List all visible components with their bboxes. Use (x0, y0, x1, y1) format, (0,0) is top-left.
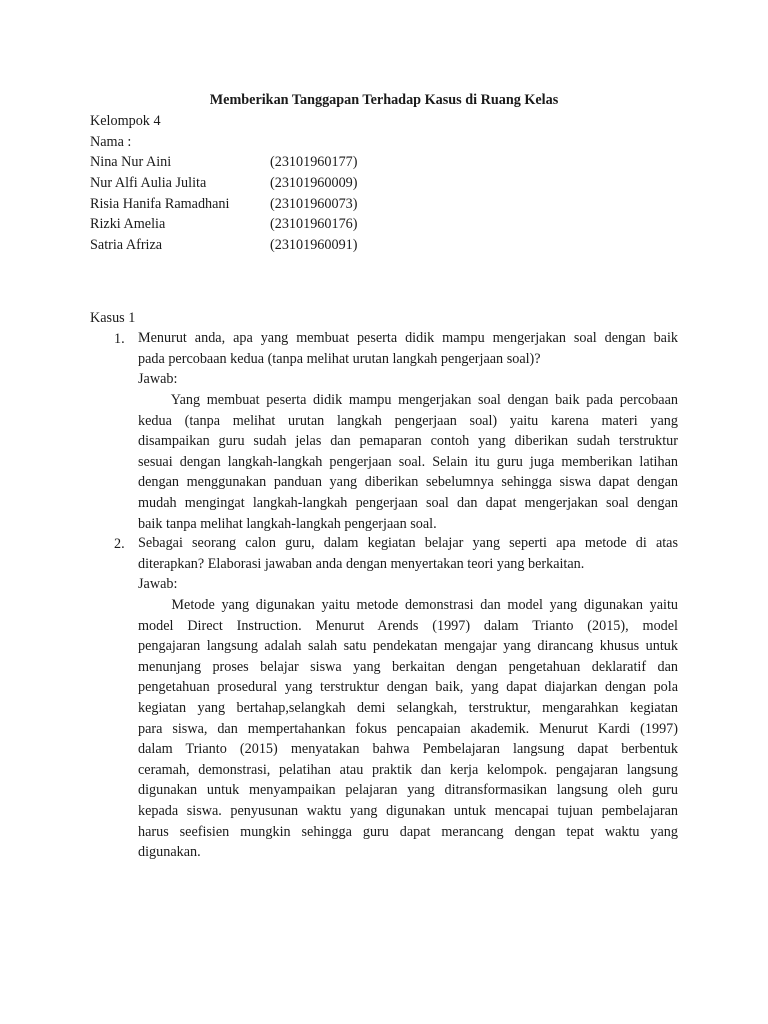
question-line: Sebagai seorang calon guru, dalam kegiatan belajar yang seperti apa metode di atas (138, 535, 678, 551)
name-label: Nama : (90, 134, 132, 150)
answer-line: harus seefisien mungkin sehingga guru dapat merancang dengan tepat waktu yang (138, 823, 678, 840)
answer-line: menunjang proses belajar siswa yang berkaitan dengan pengetahuan deklaratif dan (138, 658, 678, 675)
answer-line: para siswa, dan mempertahankan fokus pencapaian akademik. Menurut Kardi (1997) (138, 720, 678, 737)
answer-line: ceramah, demonstrasi, pelatihan atau praktik dan kerja kelompok. pengajaran langsung (138, 761, 678, 778)
answer-line: dalam Trianto (2015) menyatakan bahwa Pembelajaran langsung dapat berbentuk (138, 741, 678, 758)
member-name: Rizki Amelia (90, 216, 166, 232)
answer-line: disampaikan guru sudah jelas dan pemaparan contoh yang diberikan sudah terstruktur (138, 433, 678, 450)
document-title: Memberikan Tanggapan Terhadap Kasus di Ruang Kelas (209, 92, 559, 108)
member-nim: (23101960177) (270, 154, 358, 170)
answer-line: sesuai dengan langkah-langkah pengerjaan soal. Selain itu guru juga memberikan latihan (138, 453, 678, 470)
answer-text (138, 595, 678, 863)
answer-line: Yang membuat peserta didik mampu mengerjakan soal dengan baik pada percobaan (138, 392, 678, 408)
member-nim: (23101960073) (270, 196, 358, 212)
case-heading: Kasus 1 (90, 310, 136, 326)
member-name: Risia Hanifa Ramadhani (90, 196, 230, 212)
answer-line: pengetahuan prosedural yang terstruktur dengan baik, yang dapat diajarkan dengan pola (138, 679, 678, 696)
member-nim: (23101960009) (270, 175, 358, 191)
answer-line: Metode yang digunakan yaitu metode demonstrasi dan model yang digunakan yaitu (138, 597, 678, 613)
group-label: Kelompok 4 (90, 113, 161, 129)
answer-line: pengajaran langsung adalah salah satu pendekatan mengajar yang dirancang khusus untuk (138, 638, 678, 655)
answer-line: dengan menggunakan panduan yang diberikan sebelumnya sehingga siswa dapat dengan (138, 474, 678, 491)
question-line: Menurut anda, apa yang membuat peserta didik mampu mengerjakan soal dengan baik (138, 330, 678, 346)
member-nim: (23101960176) (270, 216, 358, 232)
question-text (138, 328, 678, 390)
answer-line: digunakan. (138, 844, 201, 861)
answer-line: mudah mengingat langkah-langkah pengerjaan soal dan dapat mengerjakan soal dengan (138, 494, 678, 511)
member-nim: (23101960091) (270, 237, 358, 253)
question-number: 2. (114, 536, 125, 552)
answer-label: Jawab: (138, 576, 178, 593)
question-line: diterapkan? Elaborasi jawaban anda dengan menyertakan teori yang berkaitan. (138, 555, 585, 572)
answer-text (138, 390, 678, 534)
question-text (138, 533, 678, 595)
member-name: Nur Alfi Aulia Julita (90, 175, 207, 191)
answer-line: kedua (tanpa melihat urutan langkah pengerjaan soal) yaitu karena materi yang (138, 412, 678, 429)
answer-line: kepada siswa. penyusunan waktu yang digunakan untuk mencapai tujuan pembelajaran (138, 802, 678, 819)
answer-line: baik tanpa melihat langkah-langkah pengerjaan soal. (138, 515, 437, 532)
answer-line: model Direct Instruction. Menurut Arends (1997) dalam Trianto (2015), model (138, 617, 678, 634)
answer-line: kegiatan yang bertahap,selangkah demi selangkah, terstruktur, mengarahkan kegiatan (138, 699, 678, 716)
member-name: Satria Afriza (90, 237, 163, 253)
answer-line: digunakan untuk menyampaikan pelajaran yang ditransformasikan langsung oleh guru (138, 782, 678, 799)
member-name: Nina Nur Aini (90, 154, 172, 170)
question-line: pada percobaan kedua (tanpa melihat urutan langkah pengerjaan soal)? (138, 350, 541, 367)
answer-label: Jawab: (138, 371, 178, 388)
question-number: 1. (114, 331, 125, 347)
